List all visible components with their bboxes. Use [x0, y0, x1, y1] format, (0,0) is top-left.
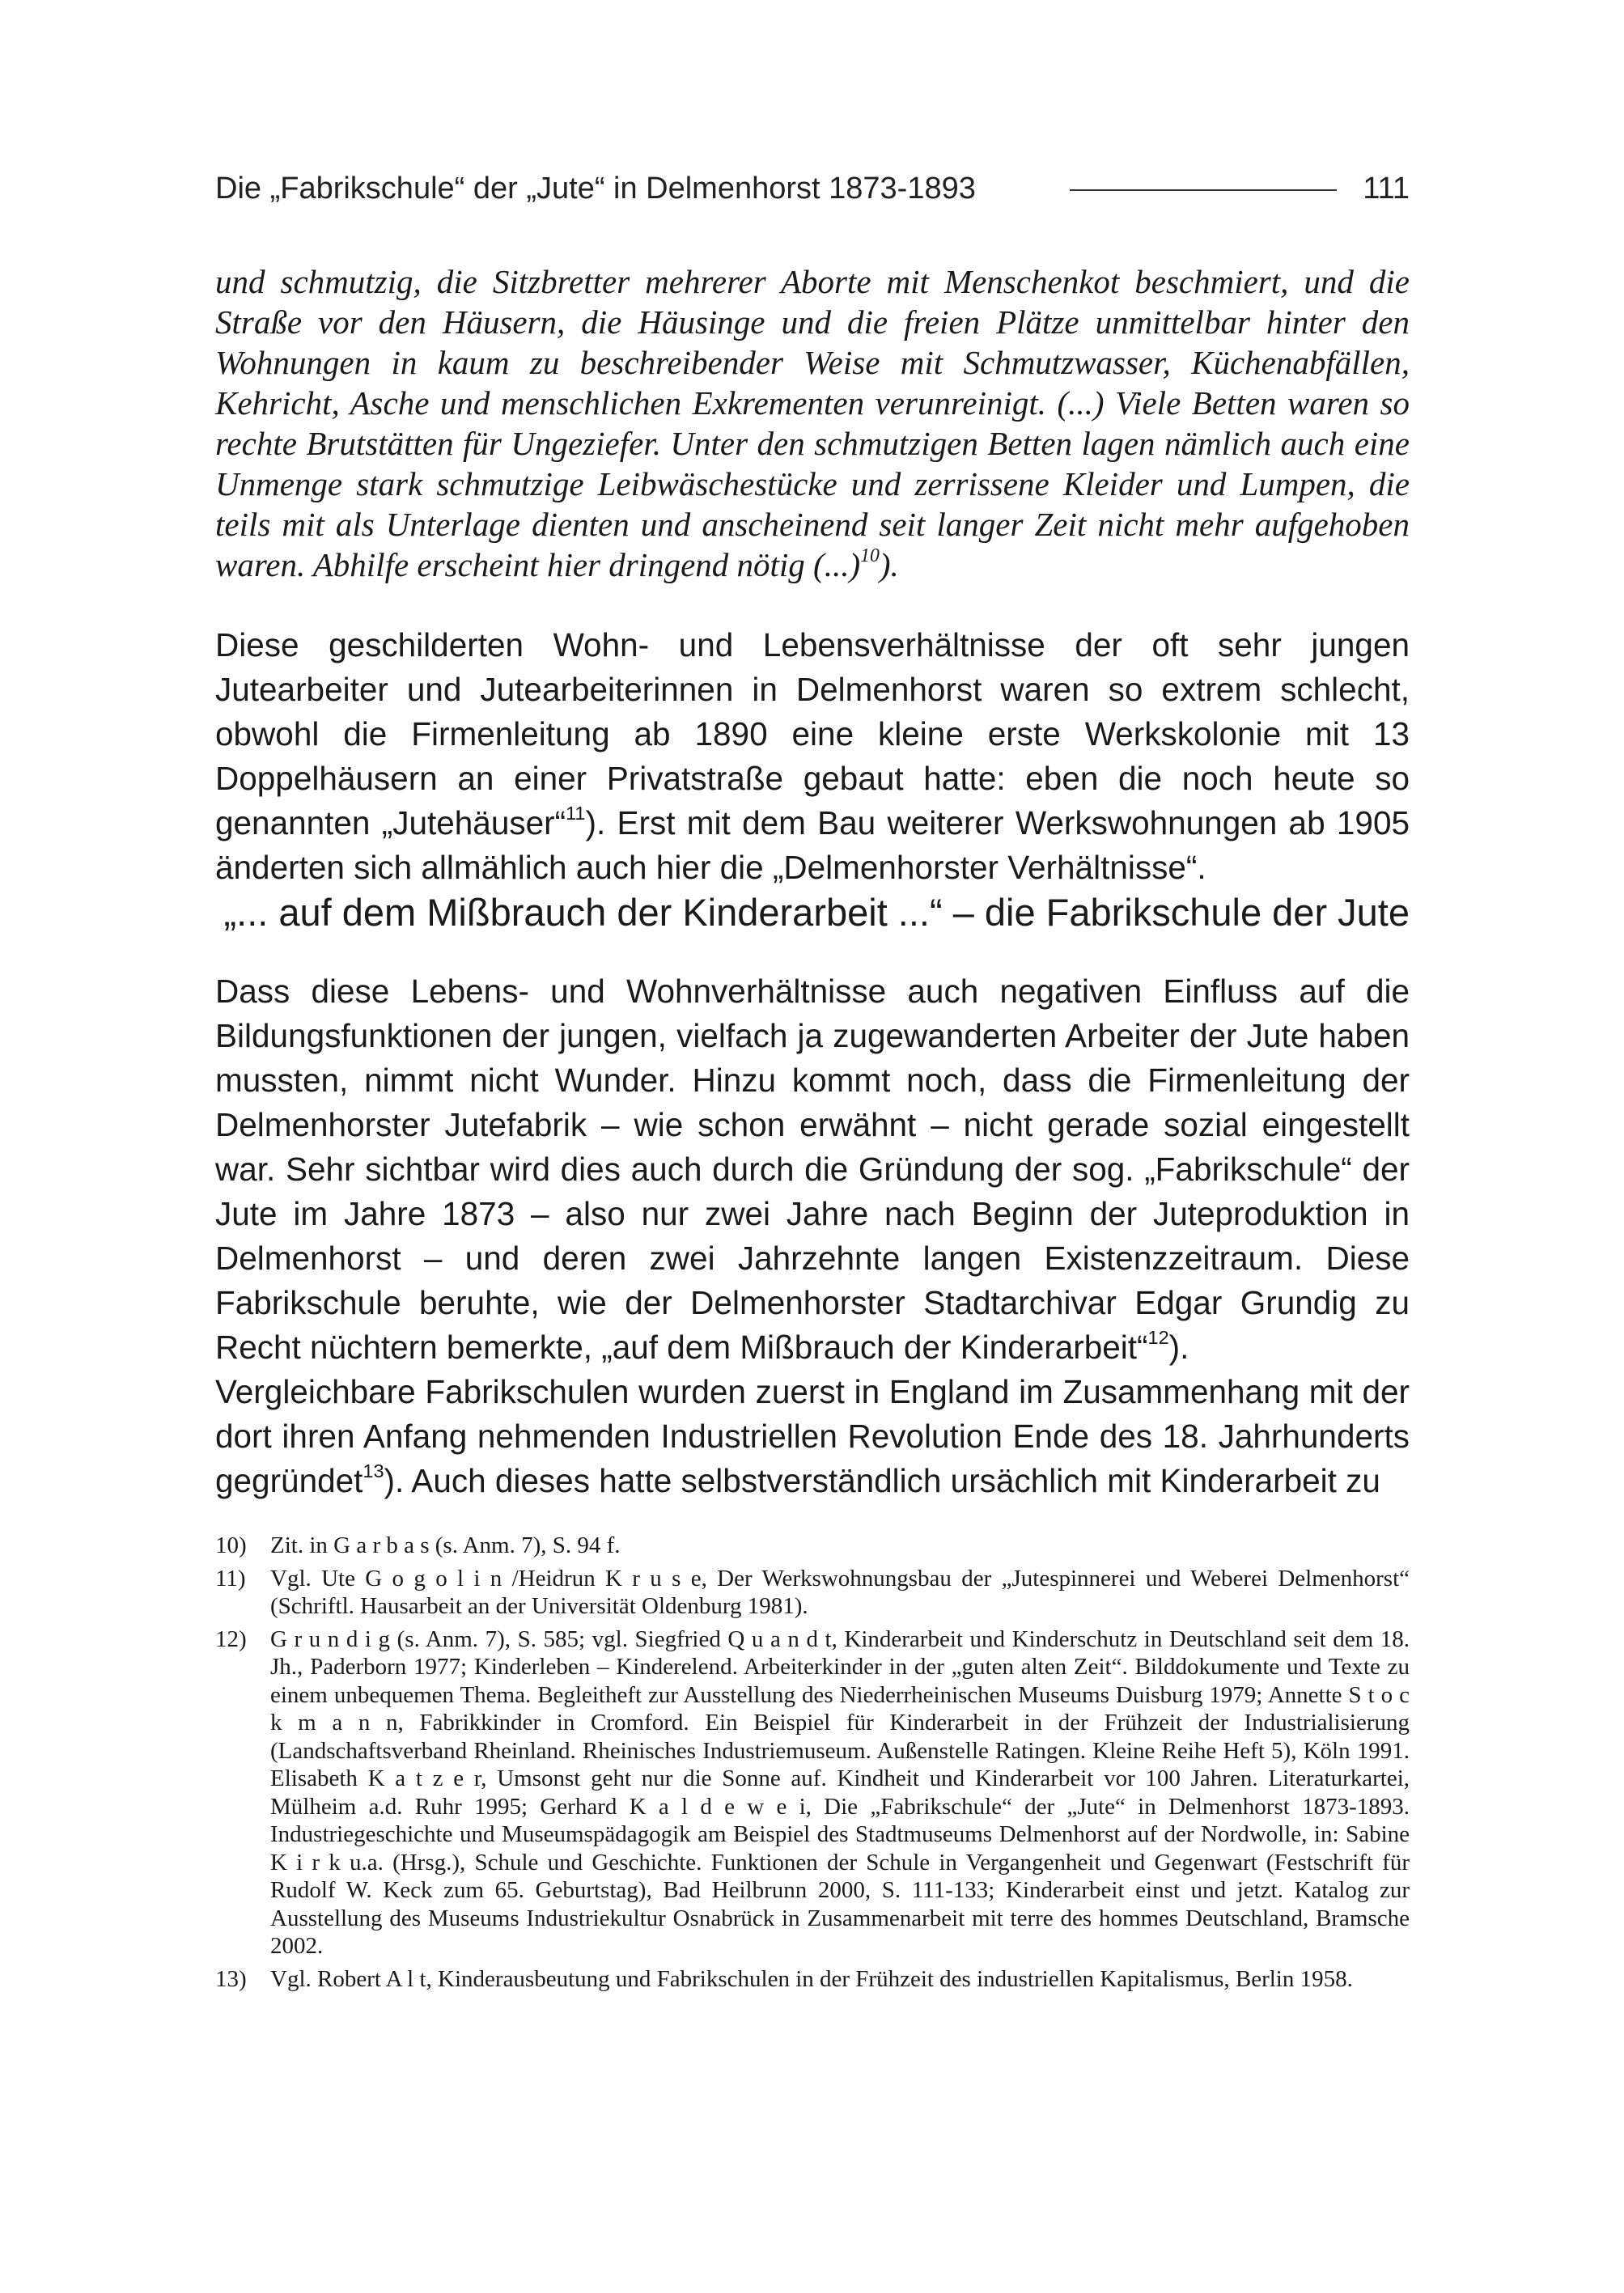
footnote-text: G r u n d i g (s. Anm. 7), S. 585; vgl. Siegfried Q u a n d t, Kinderarbeit und Kinderschutz in Deutschland seit dem 18. Jh., Paderborn 1977; Kinderleben – Kinderelend. Arbeiterkinder in der „guten alten Zeit“. Bilddokumente und Texte zu einem unbequemen Thema. Begleitheft zur Ausstellung des Niederrheinischen Museums Duisburg 1979; Annette S t o c k m a n n, Fabrikkinder in Cromford. Ein Beispiel für Kinderarbeit in der Frühzeit der Industrialisierung (Landschaftsverband Rheinland. Rheinisches Industriemuseum. Außenstelle Ratingen. Kleine Reihe Heft 5), Köln 1991. Elisabeth K a t z e r, Umsonst geht nur die Sonne auf. Kindheit und Kinderarbeit vor 100 Jahren. Literaturkartei, Mülheim a.d. Ruhr 1995; Gerhard K a l d e w e i, Die „Fabrikschule“ der „Jute“ in Delmenhorst 1873-1893. Industriegeschichte und Museumspädagogik am Beispiel des Stadtmuseums Delmenhorst auf der Nordwolle, in: Sabine K i r k u.a. (Hrsg.), Schule und Geschichte. Funktionen der Schule in Vergangenheit und Gegenwart (Festschrift für Rudolf W. Keck zum 65. Geburtstag), Bad Heilbrunn 2000, S. 111-133; Kinderarbeit einst und jetzt. Katalog zur Ausstellung des Museums Industriekultur Osnabrück in Zusammenarbeit mit terre des hommes Deutschland, Bramsche 2002.	[270, 1625, 1410, 1959]
block-quote	[215, 261, 1410, 585]
paragraph	[215, 623, 1410, 890]
footnote-13	[215, 1965, 1410, 1994]
footnote-11	[215, 1565, 1410, 1621]
footnote-number: 13)	[215, 1965, 247, 1992]
paragraph-text: Diese geschilderten Wohn- und Lebensverhältnisse der oft sehr jungen Jutearbeiter und Jutearbeiterinnen in Delmenhorst waren so extrem schlecht, obwohl die Firmenleitung ab 1890 eine kleine erste Werkskolonie mit 13 Doppelhäusern an einer Privatstraße gebaut hatte: eben die noch heute so genannten „Jutehäuser“	[215, 626, 1410, 841]
paragraph	[215, 969, 1410, 1370]
page-number: 111	[1363, 171, 1410, 206]
header-rule	[1070, 189, 1337, 191]
footnote-text: Vgl. Robert A l t, Kinderausbeutung und Fabrikschulen in der Frühzeit des industriellen Kapitalismus, Berlin 1958.	[270, 1965, 1353, 1992]
quote-paragraph	[215, 261, 1410, 585]
footnote-12	[215, 1625, 1410, 1960]
quote-text-end: ).	[879, 546, 899, 583]
footnote-number: 12)	[215, 1625, 247, 1652]
paragraph-text-end: ). Erst mit dem Bau weiterer Werkswohnungen ab 1905 änderten sich allmählich auch hier die „Delmenhorster Verhältnisse“.	[215, 804, 1410, 886]
footnote-ref-13: 13	[363, 1460, 384, 1481]
footnote-ref-11: 11	[566, 802, 586, 824]
footnote-ref-12: 12	[1147, 1326, 1169, 1348]
paragraph-text-end: ).	[1168, 1329, 1189, 1366]
running-header-title: Die „Fabrikschule“ der „Jute“ in Delmenhorst 1873-1893	[215, 171, 976, 206]
body-paragraph-2	[215, 969, 1410, 1503]
footnote-text: Vgl. Ute G o g o l i n /Heidrun K r u s e, Der Werkswohnungsbau der „Jutespinnerei und Weberei Delmenhorst“ (Schriftl. Hausarbeit an der Universität Oldenburg 1981).	[270, 1565, 1410, 1619]
body-paragraph-1	[215, 623, 1410, 890]
paragraph-text: Vergleichbare Fabrikschulen wurden zuerst in England im Zusammenhang mit der dort ihren Anfang nehmenden Industriellen Revolution Ende des 18. Jahrhunderts gegründet	[215, 1373, 1410, 1499]
footnote-text: Zit. in G a r b a s (s. Anm. 7), S. 94 f.	[270, 1532, 621, 1558]
running-header	[215, 166, 1410, 211]
paragraph-text-end: ). Auch dieses hatte selbstverständlich ursächlich mit Kinderarbeit zu	[384, 1462, 1380, 1499]
footnotes	[215, 1532, 1410, 1998]
footnote-number: 11)	[215, 1565, 246, 1592]
paragraph-text: Dass diese Lebens- und Wohnverhältnisse auch negativen Einfluss auf die Bildungsfunktionen der jungen, vielfach ja zugewanderten Arbeiter der Jute haben mussten, nimmt nicht Wunder. Hinzu kommt noch, dass die Firmenleitung der Delmenhorster Jutefabrik – wie schon erwähnt – nicht gerade sozial eingestellt war. Sehr sichtbar wird dies auch durch die Gründung der sog. „Fabrikschule“ der Jute im Jahre 1873 – also nur zwei Jahre nach Beginn der Juteproduktion in Delmenhorst – und deren zwei Jahrzehnte langen Existenzzeitraum. Diese Fabrikschule beruhte, wie der Delmenhorster Stadtarchivar Edgar Grundig zu Recht nüchtern bemerkte, „auf dem Mißbrauch der Kinderarbeit“	[215, 973, 1410, 1366]
footnote-10	[215, 1532, 1410, 1560]
footnote-ref-10: 10	[860, 545, 880, 566]
quote-text: und schmutzig, die Sitzbretter mehrerer Aborte mit Menschenkot beschmiert, und die Straße vor den Häusern, die Häusinge und die freien Plätze unmittelbar hinter den Wohnungen in kaum zu beschreibender Weise mit Schmutzwasser, Küchenabfällen, Kehricht, Asche und menschlichen Exkrementen verunreinigt. (...) Viele Betten waren so rechte Brutstätten für Ungeziefer. Unter den schmutzigen Betten lagen nämlich auch eine Unmenge stark schmutzige Leibwäschestücke und zerrissene Kleider und Lumpen, die teils mit als Unterlage dienten und anscheinend seit langer Zeit nicht mehr aufgehoben waren. Abhilfe erscheint hier dringend nötig (...)	[215, 263, 1410, 583]
section-heading: „... auf dem Mißbrauch der Kinderarbeit ...“ – die Fabrikschule der Jute	[223, 891, 1410, 934]
footnote-number: 10)	[215, 1532, 247, 1558]
paragraph	[215, 1370, 1410, 1503]
